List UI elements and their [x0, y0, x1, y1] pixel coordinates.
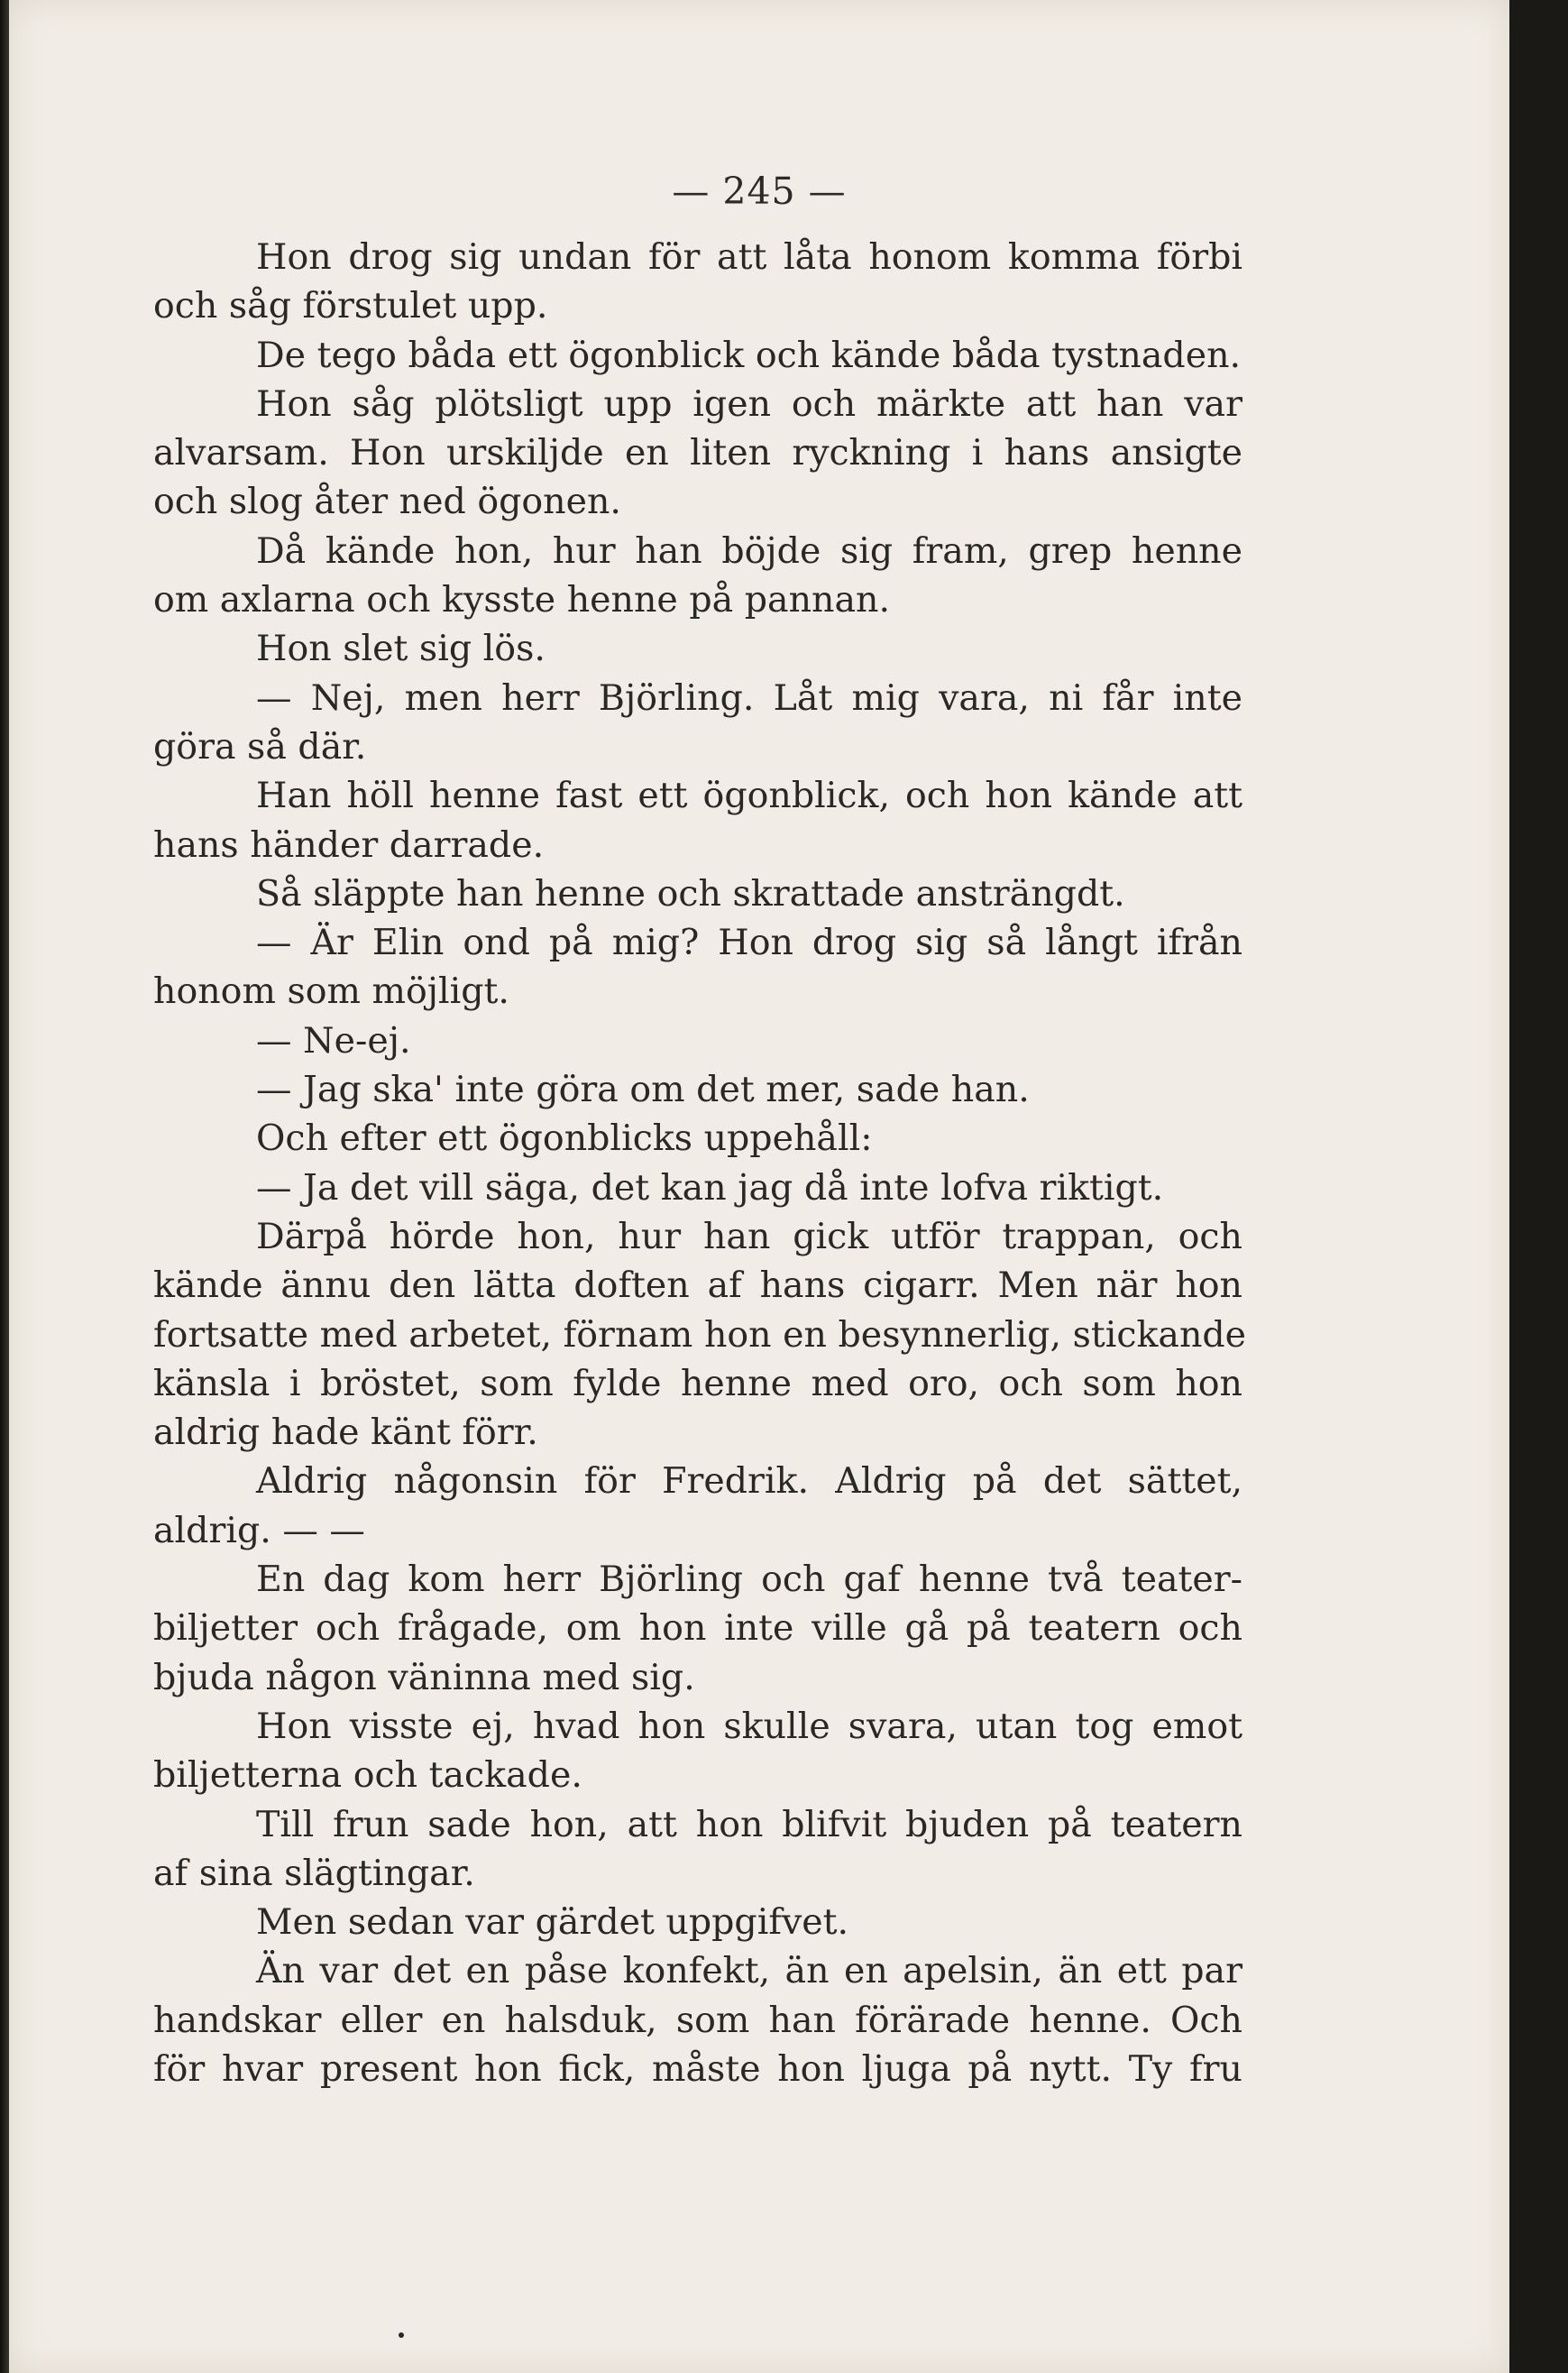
text-line: — Ja det vill säga, det kan jag då inte lofva riktigt. [256, 1166, 1164, 1209]
text-line: Och efter ett ögonblicks uppehåll: [256, 1118, 873, 1160]
text-line: af sina slägtingar. [153, 1852, 475, 1894]
text-line: — Nej, men herr Björling. Låt mig vara, ni får inte [256, 676, 1242, 719]
text-line: Han höll henne fast ett ögonblick, och hon kände att [256, 775, 1242, 817]
text-line: bjuda någon väninna med sig. [153, 1656, 695, 1698]
text-line: och såg förstulet upp. [153, 285, 548, 327]
text-line: känsla i bröstet, som fylde henne med oro, och som hon [153, 1362, 1242, 1404]
text-line: alvarsam. Hon urskiljde en liten ryckning i hans ansigte [153, 432, 1242, 474]
text-line: Hon slet sig lös. [256, 628, 546, 670]
text-line: Hon visste ej, hvad hon skulle svara, utan tog emot [256, 1705, 1242, 1747]
body-text [153, 233, 1247, 2093]
ink-speck [399, 2332, 404, 2338]
text-line: biljetter och frågade, om hon inte ville gå på teatern och [153, 1607, 1242, 1650]
text-line: Till frun sade hon, att hon blifvit bjuden på teatern [256, 1803, 1242, 1845]
book-gutter-edge [0, 0, 9, 2373]
text-line: handskar eller en halsduk, som han förärade henne. Och [153, 1999, 1242, 2041]
text-line: Men sedan var gärdet uppgifvet. [256, 1901, 849, 1944]
text-line: aldrig hade känt förr. [153, 1412, 538, 1454]
text-line: Så släppte han henne och skrattade ansträngdt. [256, 872, 1125, 915]
text-line: Aldrig någonsin för Fredrik. Aldrig på det sättet, [256, 1460, 1242, 1503]
text-line: göra så där. [153, 725, 367, 768]
text-line: De tego båda ett ögonblick och kände båda tystnaden. [256, 334, 1242, 376]
text-line: — Jag ska' inte göra om det mer, sade han. [256, 1069, 1030, 1111]
text-line: — Ne-ej. [256, 1019, 411, 1062]
text-line: Därpå hörde hon, hur han gick utför trappan, och [256, 1215, 1242, 1257]
text-line: honom som möjligt. [153, 970, 509, 1013]
text-line: om axlarna och kysste henne på pannan. [153, 579, 891, 621]
text-line: Än var det en påse konfekt, än en apelsin, än ett par [256, 1950, 1242, 1992]
text-line: biljetterna och tackade. [153, 1754, 582, 1797]
text-line: Hon såg plötsligt upp igen och märkte att han var [256, 382, 1242, 425]
text-line: fortsatte med arbetet, förnam hon en besynnerlig, stickande [153, 1313, 1247, 1356]
text-line: — Är Elin ond på mig? Hon drog sig så långt ifrån [256, 922, 1242, 964]
book-page [9, 0, 1509, 2373]
text-line: Då kände hon, hur han böjde sig fram, grep henne [256, 529, 1242, 572]
text-line: aldrig. — — [153, 1509, 365, 1551]
text-line: En dag kom herr Björling och gaf henne två teater- [256, 1559, 1242, 1601]
text-line: hans händer darrade. [153, 823, 545, 866]
text-line: för hvar present hon fick, måste hon ljuga på nytt. Ty fru [153, 2047, 1242, 2090]
text-line: kände ännu den lätta doften af hans cigarr. Men när hon [153, 1265, 1242, 1307]
text-line: Hon drog sig undan för att låta honom komma förbi [256, 236, 1242, 278]
text-line: och slog åter ned ögonen. [153, 481, 621, 523]
page-number: — 245 — [672, 170, 847, 213]
